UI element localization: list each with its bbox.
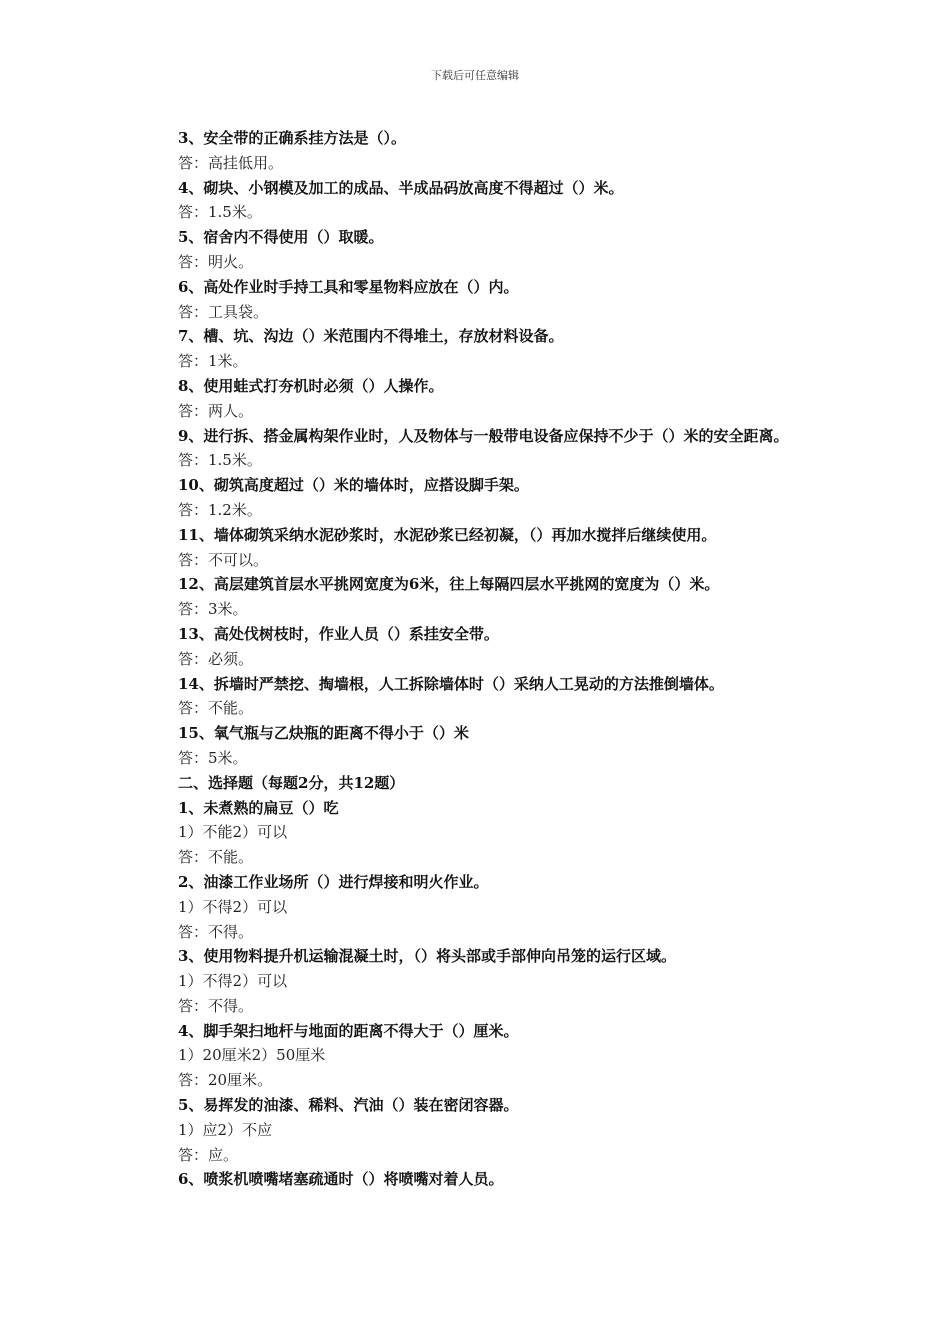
answer: 答：1.5米。: [178, 451, 262, 470]
page-header: 下载后可任意编辑: [431, 69, 519, 82]
question: 9、进行拆、搭金属构架作业时，人及物体与一般带电设备应保持不少于（）米的安全距离。: [178, 426, 789, 445]
question: 10、砌筑高度超过（）米的墙体时，应搭设脚手架。: [178, 476, 529, 495]
question: 4、脚手架扫地杆与地面的距离不得大于（）厘米。: [178, 1021, 519, 1040]
question: 12、高层建筑首层水平挑网宽度为6米，往上每隔四层水平挑网的宽度为（）米。: [178, 575, 720, 594]
question: 4、砌块、小钢模及加工的成品、半成品码放高度不得超过（）米。: [178, 178, 624, 197]
question: 6、高处作业时手持工具和零星物料应放在（）内。: [178, 277, 519, 296]
answer: 答：必须。: [178, 649, 254, 668]
answer: 答：工具袋。: [178, 302, 269, 321]
question: 5、易挥发的油漆、稀料、汽油（）装在密闭容器。: [178, 1096, 519, 1115]
options: 1）不得2）可以: [178, 897, 288, 916]
options: 1）20厘米2）50厘米: [178, 1046, 326, 1065]
answer: 答：明火。: [178, 252, 254, 271]
answer: 答：1.2米。: [178, 500, 262, 519]
answer: 答：不能。: [178, 848, 254, 867]
options: 1）不得2）可以: [178, 972, 288, 991]
question: 15、氧气瓶与乙炔瓶的距离不得小于（）米: [178, 724, 469, 743]
question: 7、槽、坑、沟边（）米范围内不得堆土，存放材料设备。: [178, 327, 564, 346]
question: 2、油漆工作业场所（）进行焊接和明火作业。: [178, 872, 489, 891]
question: 8、使用蛙式打夯机时必须（）人操作。: [178, 376, 444, 395]
options: 1）不能2）可以: [178, 823, 288, 842]
answer: 答：两人。: [178, 401, 254, 420]
answer: 答：不可以。: [178, 550, 269, 569]
answer: 答：不得。: [178, 922, 254, 941]
question: 13、高处伐树枝时，作业人员（）系挂安全带。: [178, 624, 499, 643]
answer: 答：3米。: [178, 600, 248, 619]
answer: 答：不得。: [178, 996, 254, 1015]
question: 5、宿舍内不得使用（）取暖。: [178, 228, 384, 247]
section-heading: 二、选择题（每题2分，共12题）: [178, 773, 405, 792]
answer: 答：20厘米。: [178, 1071, 273, 1090]
answer: 答：1.5米。: [178, 203, 262, 222]
answer: 答：高挂低用。: [178, 153, 284, 172]
answer: 答：1米。: [178, 352, 248, 371]
question: 6、喷浆机喷嘴堵塞疏通时（）将喷嘴对着人员。: [178, 1170, 504, 1189]
options: 1）应2）不应: [178, 1120, 273, 1139]
answer: 答：5米。: [178, 748, 248, 767]
document-body: [143, 126, 813, 1192]
question: 14、拆墙时严禁挖、掏墙根，人工拆除墙体时（）采纳人工晃动的方法推倒墙体。: [178, 674, 724, 693]
answer: 答：不能。: [178, 699, 254, 718]
question: 1、未煮熟的扁豆（）吃: [178, 798, 339, 817]
question: 3、安全带的正确系挂方法是（）。: [178, 129, 406, 147]
question: 3、使用物料提升机运输混凝土时，（）将头部或手部伸向吊笼的运行区域。: [178, 947, 676, 966]
answer: 答：应。: [178, 1145, 239, 1164]
question: 11、墙体砌筑采纳水泥砂浆时，水泥砂浆已经初凝，（）再加水搅拌后继续使用。: [178, 525, 717, 544]
